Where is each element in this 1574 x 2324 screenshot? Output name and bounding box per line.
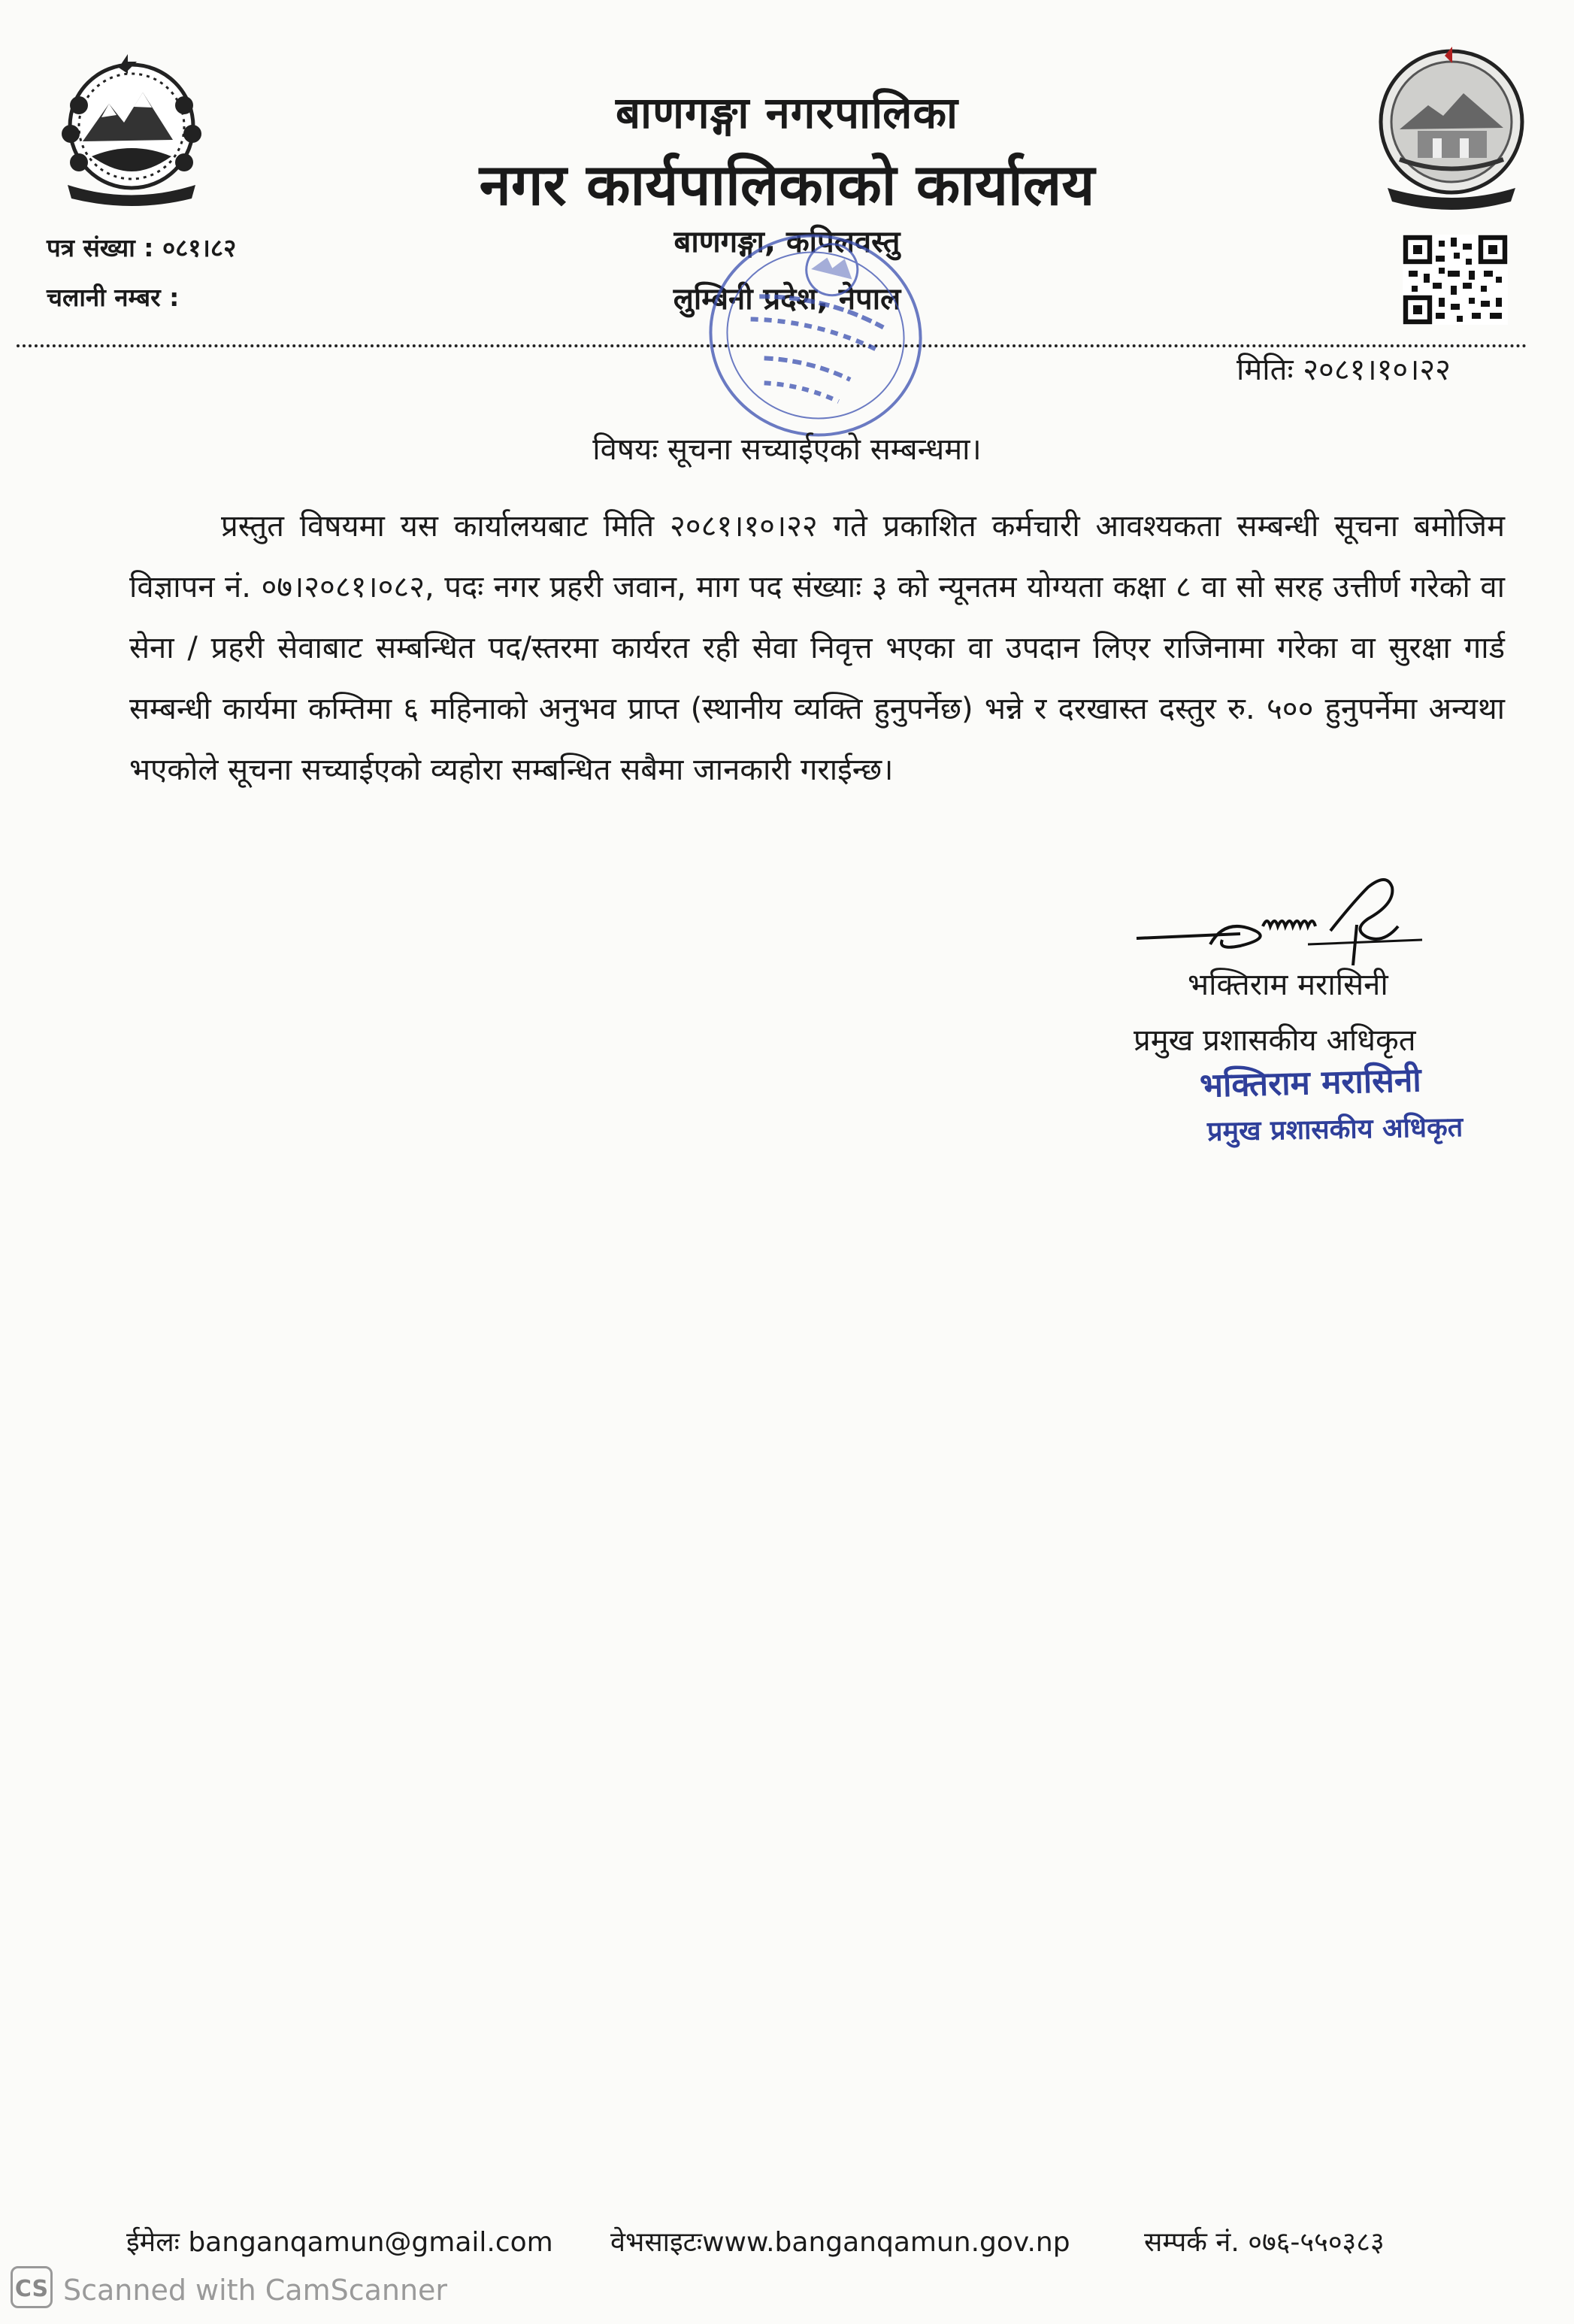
letter-date bbox=[1236, 347, 1451, 389]
signatory-name: भक्तिराम मरासिनी bbox=[1188, 968, 1388, 1002]
signatory-title: प्रमुख प्रशासकीय अधिकृत bbox=[1134, 1023, 1416, 1058]
office-stamp-icon bbox=[699, 223, 932, 448]
reference-label: पत्र संख्या : bbox=[47, 233, 154, 262]
notice-paragraph: प्रस्तुत विषयमा यस कार्यालयबाट मिति २०८१।१०।२२ गते प्रकाशित कर्मचारी आवश्यकता सम्बन्धी सूचना बमोजिम विज्ञापन नं. ०७।२०८१।०८२, पदः नगर प्रहरी जवान, माग पद संख्याः ३ को न्यूनतम योग्यता कक्षा ८ वा सो सरह उत्तीर्ण गरेको वा सेना / प्रहरी सेवाबाट सम्बन्धित पद/स्तरमा कार्यरत रही सेवा निवृत्त भएका वा उपदान लिएर राजिनामा गरेका वा सुरक्षा गार्ड सम्बन्धी कार्यमा कम्तिमा ६ महिनाको अनुभव प्राप्त (स्थानीय व्यक्ति हुनुपर्नेछ) भन्ने र दरखास्त दस्तुर रु. ५०० हुनुपर्नेमा अन्यथा भएकोले सूचना सच्याईएको व्यहोरा सम्बन्धित सबैमा जानकारी गराईन्छ। bbox=[129, 509, 1505, 787]
org-name: बाणगङ्गा नगरपालिका bbox=[615, 87, 959, 138]
footer-email: ईमेलः banganqamun@gmail.com bbox=[126, 2227, 553, 2258]
footer-phone: सम्पर्क नं. ०७६-५५०३८३ bbox=[1144, 2227, 1385, 2258]
reference-value: ०८१।८२ bbox=[162, 233, 237, 262]
title-seal: प्रमुख प्रशासकीय अधिकृत bbox=[1206, 1112, 1464, 1147]
office-name: नगर कार्यपालिकाको कार्यालय bbox=[479, 151, 1095, 218]
handwritten-signature-icon bbox=[1128, 872, 1443, 970]
subject-line: विषयः सूचना सच्याईएको सम्बन्धमा। bbox=[592, 432, 982, 467]
address-line-2: लुम्बिनी प्रदेश, नेपाल bbox=[673, 282, 901, 317]
camscanner-logo-icon: CS bbox=[11, 2266, 53, 2308]
address-line-1: बाणगङ्गा, कपिलवस्तु bbox=[673, 225, 901, 259]
date-label: मितिः bbox=[1236, 353, 1294, 387]
reference-number bbox=[47, 230, 236, 264]
footer-website: वेभसाइटःwww.banganqamun.gov.np bbox=[610, 2227, 1070, 2258]
name-seal: भक्तिराम मरासिनी bbox=[1199, 1061, 1422, 1105]
dispatch-number: चलानी नम्बर : bbox=[47, 283, 180, 312]
camscanner-watermark: Scanned with CamScanner bbox=[63, 2274, 448, 2307]
date-value: २०८१।१०।२२ bbox=[1303, 353, 1451, 387]
